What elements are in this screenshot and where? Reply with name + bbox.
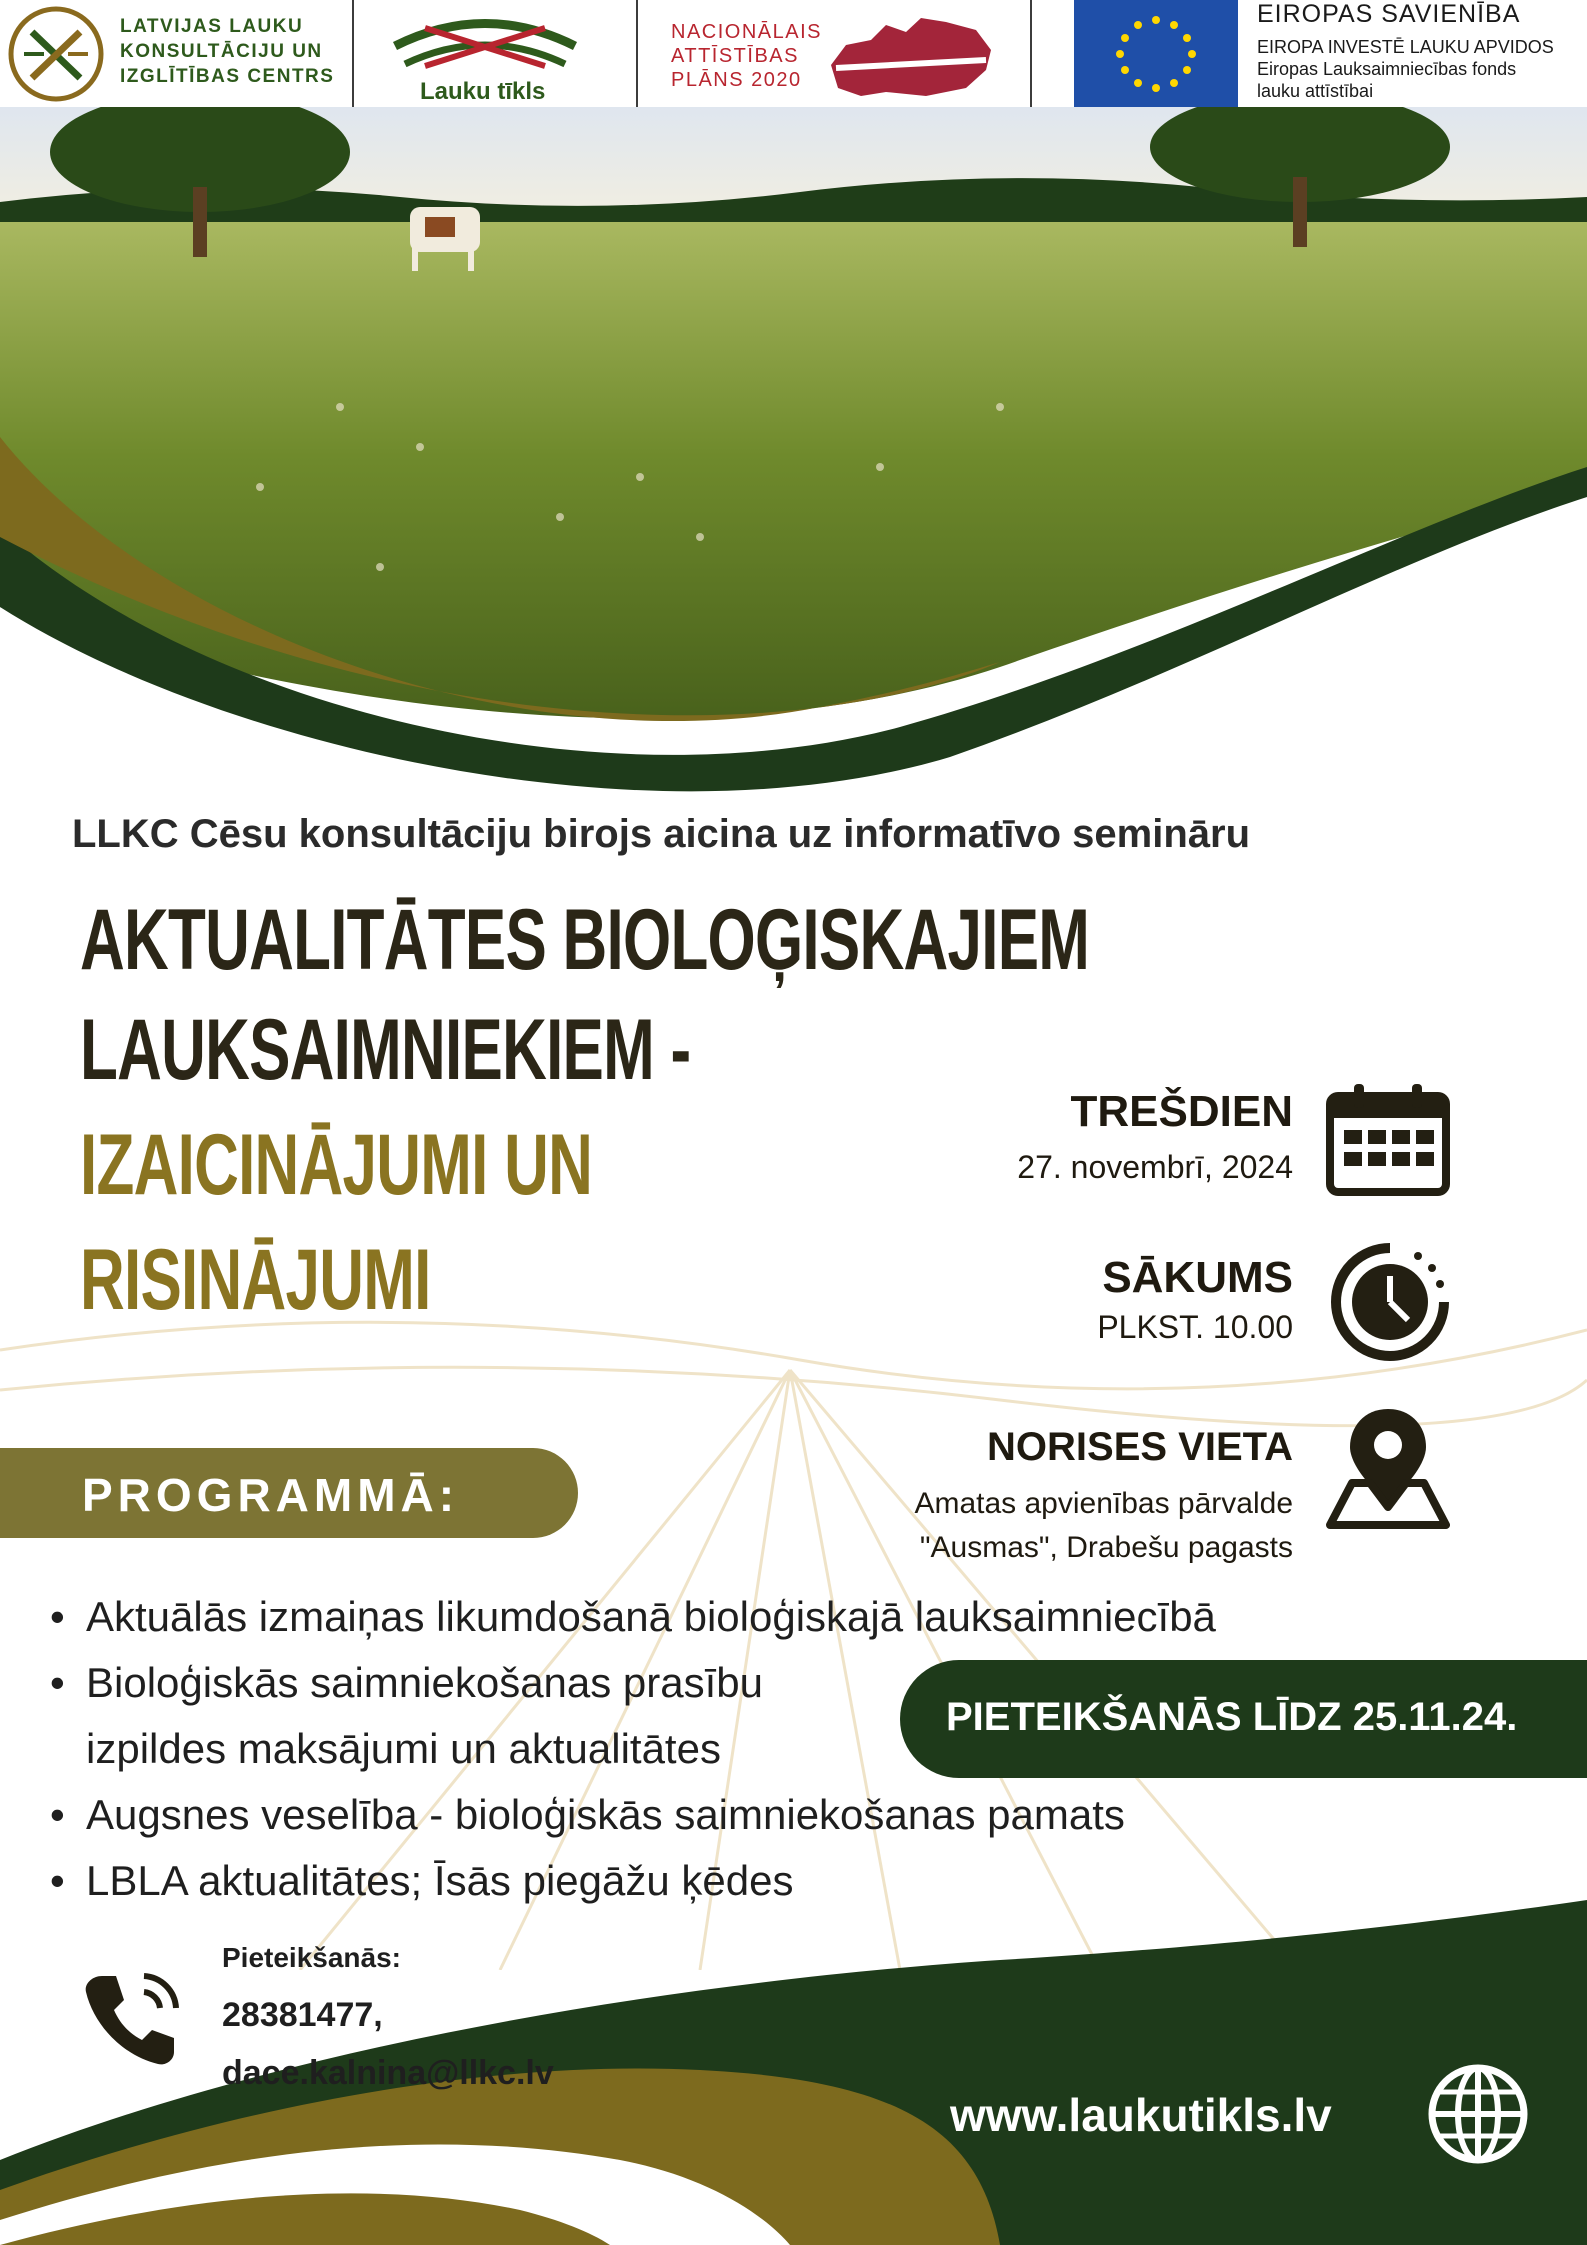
llkc-emblem-icon (4, 6, 108, 102)
registration-deadline: PIETEIKŠANĀS LĪDZ 25.11.24. (946, 1695, 1518, 1739)
intro-text: LLKC Cēsu konsultāciju birojs aicina uz informatīvo semināru (72, 812, 1251, 856)
title-line-3: IZAICINĀJUMI UN (80, 1117, 593, 1213)
day-label: TREŠDIEN (1070, 1087, 1293, 1136)
program-item: • Aktuālās izmaiņas likumdošanā bioloģiskajā lauksaimniecībā (50, 1584, 1410, 1650)
meadow-photo (0, 107, 1587, 807)
phone-icon (80, 1970, 180, 2070)
partner-logos-bar (0, 0, 1587, 107)
program-item: • LBLA aktualitātes; Īsās piegāžu ķēdes (50, 1848, 1410, 1914)
llkc-logo-text: LATVIJAS LAUKU KONSULTĀCIJU UN IZGLĪTĪBAS CENTRS (120, 16, 335, 87)
calendar-icon (1326, 1082, 1450, 1196)
program-label: PROGRAMMĀ: (82, 1469, 460, 1521)
program-item: • Bioloģiskās saimniekošanas prasību (50, 1650, 1410, 1716)
eu-title: EIROPAS SAVIENĪBA (1257, 0, 1521, 28)
lauku-tikls-logo-icon (385, 6, 585, 76)
nap-logo-text: NACIONĀLAIS ATTĪSTĪBAS PLĀNS 2020 (671, 21, 822, 91)
latvia-map-icon (826, 10, 996, 100)
contact-email[interactable]: dace.kalnina@llkc.lv (222, 2054, 554, 2092)
venue-line-2: "Ausmas", Drabešu pagasts (919, 1531, 1293, 1564)
start-label: SĀKUMS (1102, 1253, 1293, 1302)
program-item: • Augsnes veselība - bioloģiskās saimniekošanas pamats (50, 1782, 1410, 1848)
contact-label: Pieteikšanās: (222, 1942, 401, 1973)
title-line-2: LAUKSAIMNIEKIEM - (80, 1002, 691, 1098)
eu-fund-text: EIROPA INVESTĒ LAUKU APVIDOS Eiropas Lauksaimniecības fonds lauku attīstībai (1257, 37, 1554, 101)
venue-label: NORISES VIETA (987, 1425, 1293, 1469)
title-line-1: AKTUALITĀTES BIOLOĢISKAJIEM (80, 892, 1090, 988)
globe-icon (1426, 2062, 1530, 2166)
lauku-tikls-logo-text: Lauku tīkls (420, 78, 546, 105)
location-pin-icon (1326, 1405, 1450, 1531)
website-link[interactable]: www.laukutikls.lv (950, 2089, 1332, 2141)
contact-phone[interactable]: 28381477, (222, 1996, 383, 2034)
event-date: 27. novembrī, 2024 (1017, 1149, 1293, 1185)
title-line-4: RISINĀJUMI (80, 1232, 431, 1328)
venue-line-1: Amatas apvienības pārvalde (914, 1487, 1293, 1520)
start-time: PLKST. 10.00 (1097, 1309, 1293, 1345)
program-item-continued: izpildes maksājumi un aktualitātes (86, 1725, 721, 1772)
clock-icon (1328, 1240, 1452, 1364)
eu-flag-icon (1074, 0, 1238, 107)
